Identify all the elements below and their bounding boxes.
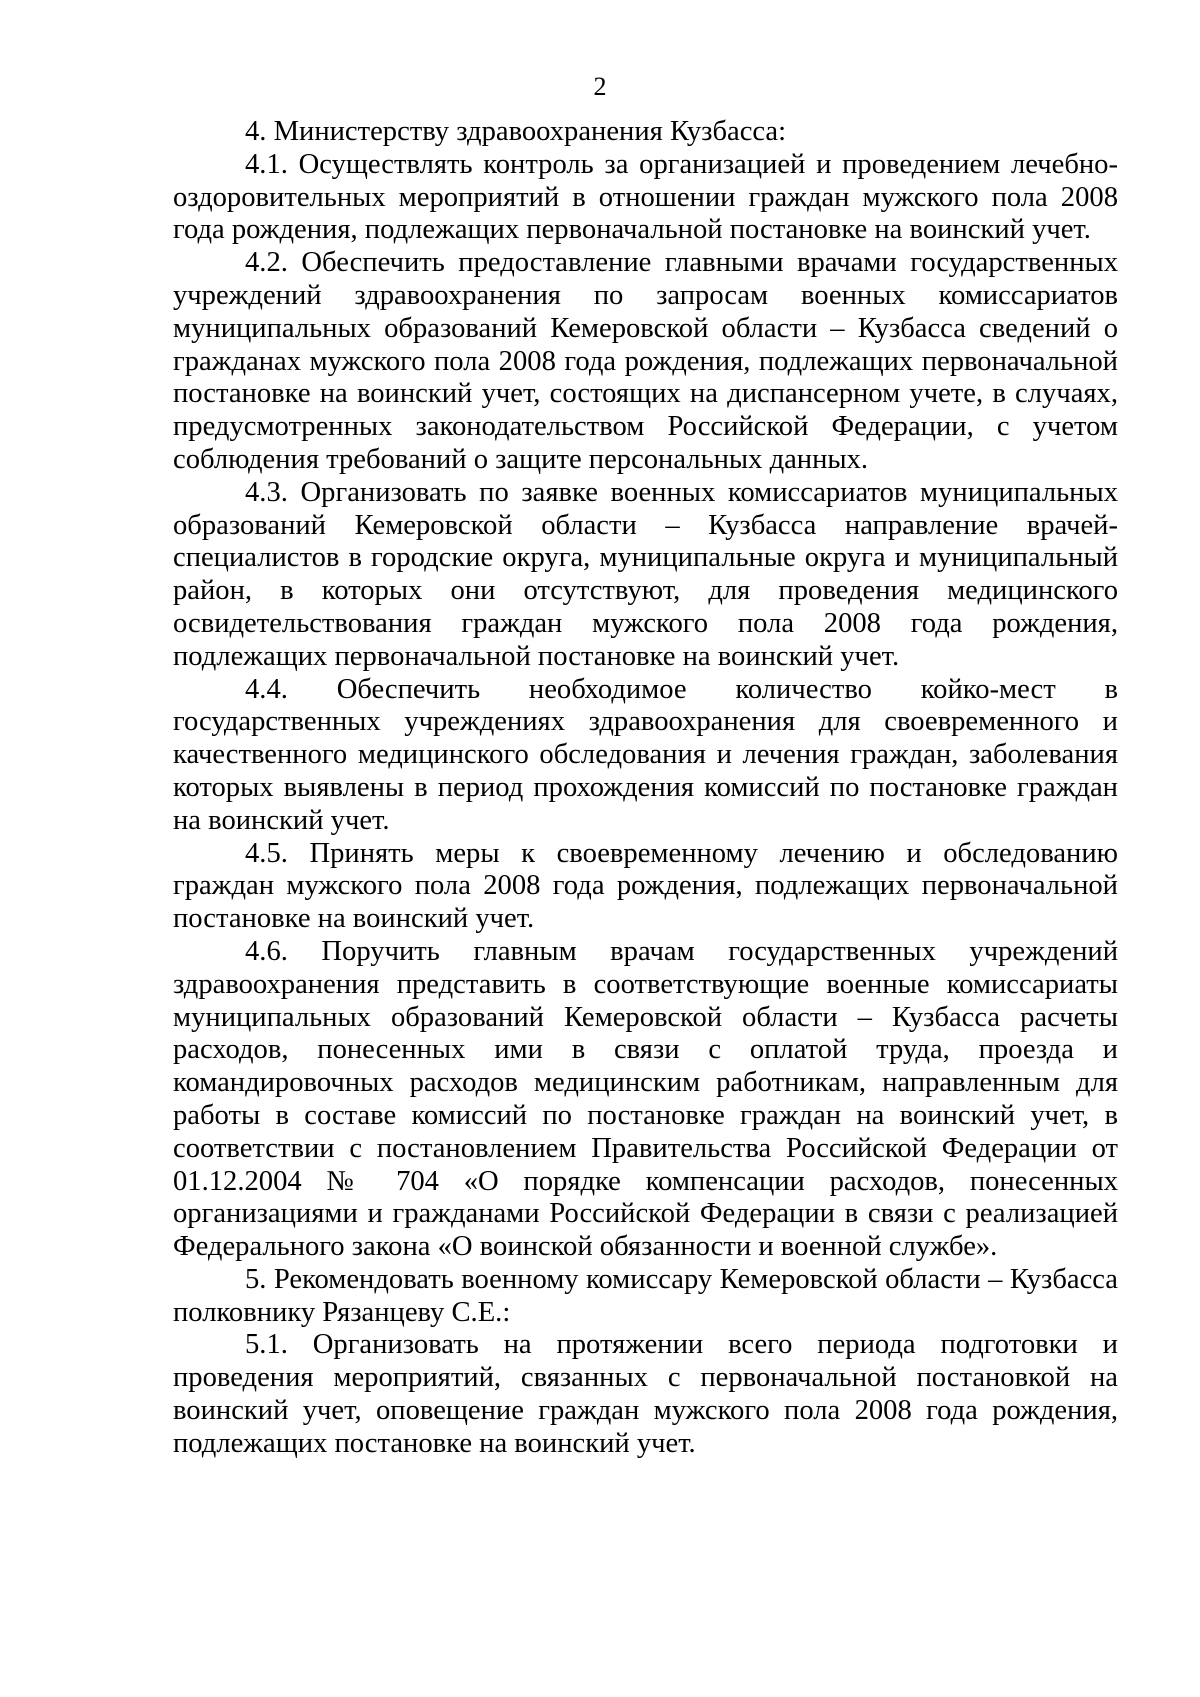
paragraph-4-1: 4.1. Осуществлять контроль за организацией и проведением лечебно-оздоровительных мероприятий в отношении граждан мужского пола 2008 года рождения, подлежащих первоначальной постановке на воинский учет. xyxy=(173,148,1118,246)
paragraph-4-3: 4.3. Организовать по заявке военных комиссариатов муниципальных образований Кемеровской области – Кузбасса направление врачей-специалистов в городские округа, муниципальные округа и муниципальный район, в которых они отсутствуют, для проведения медицинского освидетельствования граждан мужского пола 2008 года рождения, подлежащих первоначальной постановке на воинский учет. xyxy=(173,476,1118,672)
document-body xyxy=(173,116,1118,1461)
paragraph-5-1: 5.1. Организовать на протяжении всего периода подготовки и проведения мероприятий, связанных с первоначальной постановкой на воинский учет, оповещение граждан мужского пола 2008 года рождения, подлежащих постановке на воинский учет. xyxy=(173,1329,1118,1459)
paragraph-4-6: 4.6. Поручить главным врачам государственных учреждений здравоохранения представить в соответствующие военные комиссариаты муниципальных образований Кемеровской области – Кузбасса расчеты расходов, понесенных ими в связи с оплатой труда, проезда и командировочных расходов медицинским работникам, направленным для работы в составе комиссий по постановке граждан на воинский учет, в соответствии с постановлением Правительства Российской Федерации от 01.12.2004 № 704 «О порядке компенсации расходов, понесенных организациями и гражданами Российской Федерации в связи с реализацией Федерального закона «О воинской обязанности и военной службе». xyxy=(173,935,1118,1263)
paragraph-4: 4. Министерству здравоохранения Кузбасса: xyxy=(245,116,787,147)
paragraph-4-5: 4.5. Принять меры к своевременному лечению и обследованию граждан мужского пола 2008 года рождения, подлежащих первоначальной постановке на воинский учет. xyxy=(173,837,1118,935)
paragraph-5: 5. Рекомендовать военному комиссару Кемеровской области – Кузбасса полковнику Рязанцеву С.Е.: xyxy=(173,1263,1118,1328)
paragraph-4-2: 4.2. Обеспечить предоставление главными врачами государственных учреждений здравоохранения по запросам военных комиссариатов муниципальных образований Кемеровской области – Кузбасса сведений о гражданах мужского пола 2008 года рождения, подлежащих первоначальной постановке на воинский учет, состоящих на диспансерном учете, в случаях, предусмотренных законодательством Российской Федерации, с учетом соблюдения требований о защите персональных данных. xyxy=(173,247,1118,475)
page-number: 2 xyxy=(593,72,607,101)
paragraph-4-4: 4.4. Обеспечить необходимое количество койко-мест в государственных учреждениях здравоохранения для своевременного и качественного медицинского обследования и лечения граждан, заболевания которых выявлены в период прохождения комиссий по постановке граждан на воинский учет. xyxy=(173,673,1118,836)
